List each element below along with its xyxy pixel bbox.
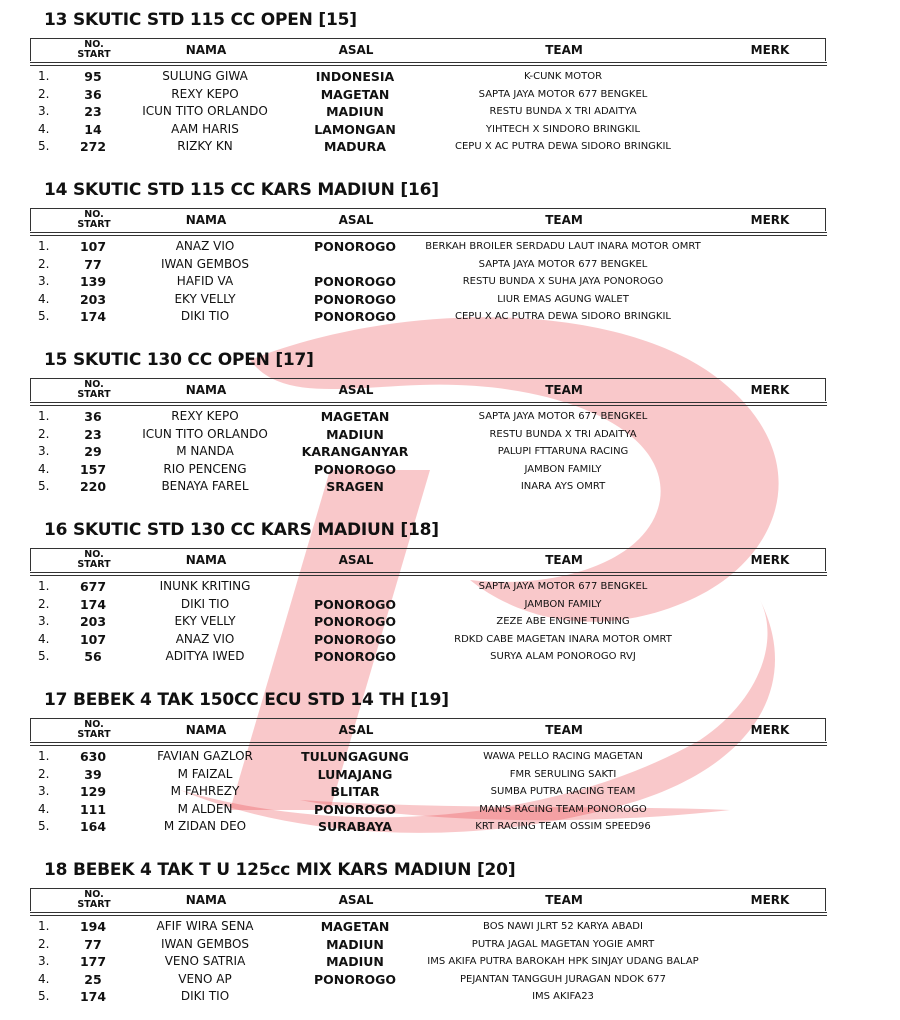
team-name: RESTU BUNDA X TRI ADAITYA — [489, 106, 637, 118]
rider-name: VENO AP — [178, 971, 232, 986]
start-number: 95 — [84, 69, 102, 84]
table-row — [0, 648, 900, 665]
header-nama: NAMA — [185, 553, 227, 567]
class-title: 18 BEBEK 4 TAK T U 125cc MIX KARS MADIUN [20] — [44, 860, 516, 880]
class-title: 13 SKUTIC STD 115 CC OPEN [15] — [44, 10, 357, 30]
table-row — [0, 238, 900, 255]
team-name: FMR SERULING SAKTI — [509, 768, 617, 780]
row-number: 3. — [38, 614, 50, 629]
rider-name: ANAZ VIO — [175, 631, 235, 646]
team-name: SAPTA JAYA MOTOR 677 BENGKEL — [478, 581, 648, 592]
start-number: 77 — [84, 256, 102, 272]
rider-name: DIKI TIO — [180, 989, 230, 1004]
rider-name: M ALDEN — [177, 801, 233, 816]
rider-name: AAM HARIS — [171, 121, 239, 136]
team-name: RDKD CABE MAGETAN INARA MOTOR OMRT — [454, 633, 672, 645]
header-no: NO. — [84, 889, 104, 900]
header-no-start — [69, 549, 119, 571]
table-row — [0, 801, 900, 818]
row-number: 4. — [38, 461, 50, 476]
table-row — [0, 443, 900, 460]
rider-name: ICUN TITO ORLANDO — [142, 104, 268, 119]
header-no-start — [69, 39, 119, 61]
row-number: 1. — [38, 69, 50, 83]
start-number: 272 — [79, 139, 107, 155]
team-name: YIHTECH X SINDORO BRINGKIL — [485, 123, 641, 135]
origin: BLITAR — [330, 784, 380, 800]
row-number: 3. — [38, 954, 50, 969]
race-class-section — [0, 0, 900, 170]
header-no: NO. — [84, 549, 104, 560]
header-team: TEAM — [545, 723, 583, 737]
start-number: 677 — [79, 579, 107, 594]
origin: LAMONGAN — [314, 121, 396, 137]
table-header — [30, 378, 826, 401]
rider-name: ADITYA IWED — [165, 649, 245, 664]
team-name: BERKAH BROILER SERDADU LAUT INARA MOTOR OMRT — [425, 241, 701, 252]
table-row — [0, 291, 900, 308]
start-number: 174 — [79, 309, 107, 325]
row-number: 4. — [38, 971, 50, 986]
row-number: 5. — [38, 989, 50, 1004]
start-number: 25 — [84, 971, 102, 987]
start-number: 29 — [84, 444, 102, 460]
origin: PONOROGO — [313, 614, 397, 630]
row-number: 4. — [38, 801, 50, 816]
row-number: 1. — [38, 919, 50, 933]
header-nama: NAMA — [185, 43, 227, 57]
row-number: 4. — [38, 121, 50, 136]
origin: PONOROGO — [313, 596, 397, 612]
rider-name: DIKI TIO — [180, 596, 230, 611]
table-row — [0, 988, 900, 1005]
origin: MADURA — [324, 139, 386, 155]
origin: MAGETAN — [320, 919, 390, 934]
table-row — [0, 461, 900, 478]
origin: MAGETAN — [320, 409, 390, 424]
origin: PONOROGO — [313, 971, 397, 987]
class-title: 15 SKUTIC 130 CC OPEN [17] — [44, 350, 314, 370]
rider-name: DIKI TIO — [180, 309, 230, 324]
rider-name: M FAIZAL — [177, 766, 233, 781]
start-number: 77 — [84, 936, 102, 952]
header-asal: ASAL — [338, 213, 374, 227]
team-name: K-CUNK MOTOR — [523, 71, 603, 82]
table-row — [0, 971, 900, 988]
origin: PONOROGO — [313, 801, 397, 817]
header-asal: ASAL — [338, 43, 374, 57]
rider-name: RIO PENCENG — [163, 461, 247, 476]
header-no: NO. — [84, 379, 104, 390]
row-number: 2. — [38, 256, 50, 271]
row-number: 4. — [38, 631, 50, 646]
team-name: MAN'S RACING TEAM PONOROGO — [479, 803, 647, 815]
origin: MAGETAN — [320, 86, 390, 102]
header-start: START — [77, 729, 111, 740]
origin: MADIUN — [326, 104, 384, 120]
team-name: SURYA ALAM PONOROGO RVJ — [490, 651, 636, 663]
start-number: 107 — [79, 631, 107, 647]
start-number: 23 — [84, 426, 102, 442]
race-class-section — [0, 850, 900, 1020]
origin: INDONESIA — [315, 69, 395, 84]
header-team: TEAM — [545, 893, 583, 907]
origin: PONOROGO — [313, 649, 397, 665]
header-no-start — [69, 379, 119, 401]
table-row — [0, 936, 900, 953]
table-row — [0, 613, 900, 630]
header-team: TEAM — [545, 43, 583, 57]
origin: MADIUN — [326, 426, 384, 442]
row-number: 2. — [38, 86, 50, 101]
origin: SURABAYA — [318, 819, 392, 835]
start-number: 203 — [79, 291, 107, 307]
team-name: SAPTA JAYA MOTOR 677 BENGKEL — [478, 258, 648, 270]
start-number: 194 — [79, 919, 107, 934]
header-no: NO. — [84, 209, 104, 220]
table-row — [0, 103, 900, 120]
row-number: 5. — [38, 309, 50, 324]
rider-name: REXY KEPO — [171, 86, 239, 101]
team-name: RESTU BUNDA X TRI ADAITYA — [489, 428, 637, 440]
table-row — [0, 138, 900, 155]
start-number: 111 — [79, 801, 107, 817]
row-number: 3. — [38, 784, 50, 799]
origin: MADIUN — [326, 954, 384, 970]
header-merk: MERK — [750, 553, 790, 567]
start-number: 630 — [79, 749, 107, 764]
table-row — [0, 596, 900, 613]
row-number: 5. — [38, 479, 50, 494]
table-header — [30, 548, 826, 571]
origin: PONOROGO — [313, 309, 397, 325]
row-number: 1. — [38, 579, 50, 593]
header-no-start — [69, 209, 119, 231]
table-header — [30, 718, 826, 741]
start-number: 39 — [84, 766, 102, 782]
header-start: START — [77, 559, 111, 570]
row-number: 1. — [38, 409, 50, 423]
start-number: 36 — [84, 409, 102, 424]
header-team: TEAM — [545, 553, 583, 567]
table-header — [30, 888, 826, 911]
rider-name: VENO SATRIA — [164, 954, 246, 969]
table-row — [0, 256, 900, 273]
header-asal: ASAL — [338, 723, 374, 737]
rider-name: M ZIDAN DEO — [163, 819, 247, 834]
header-no-start — [69, 719, 119, 741]
table-row — [0, 273, 900, 290]
start-number: 177 — [79, 954, 107, 970]
start-number: 107 — [79, 239, 107, 254]
rider-name: EKY VELLY — [174, 614, 236, 629]
team-name: IMS AKIFA23 — [532, 991, 594, 1003]
team-name: WAWA PELLO RACING MAGETAN — [483, 751, 643, 762]
start-number: 203 — [79, 614, 107, 630]
table-row — [0, 953, 900, 970]
header-team: TEAM — [545, 213, 583, 227]
team-name: BOS NAWI JLRT 52 KARYA ABADI — [483, 921, 643, 932]
start-number: 129 — [79, 784, 107, 800]
start-number: 174 — [79, 596, 107, 612]
rider-name: IWAN GEMBOS — [160, 936, 250, 951]
header-merk: MERK — [750, 43, 790, 57]
team-name: JAMBON FAMILY — [524, 463, 602, 475]
team-name: SUMBA PUTRA RACING TEAM — [490, 786, 636, 798]
race-class-section — [0, 680, 900, 850]
table-header — [30, 208, 826, 231]
header-no: NO. — [84, 719, 104, 730]
origin: PONOROGO — [313, 631, 397, 647]
row-number: 1. — [38, 239, 50, 253]
header-asal: ASAL — [338, 893, 374, 907]
header-team: TEAM — [545, 383, 583, 397]
origin: SRAGEN — [326, 479, 384, 495]
origin: PONOROGO — [313, 461, 397, 477]
team-name: SAPTA JAYA MOTOR 677 BENGKEL — [478, 88, 648, 100]
row-number: 5. — [38, 139, 50, 154]
header-start: START — [77, 899, 111, 910]
rider-name: EKY VELLY — [174, 291, 236, 306]
header-merk: MERK — [750, 383, 790, 397]
table-row — [0, 918, 900, 935]
origin: PONOROGO — [313, 239, 397, 254]
team-name: CEPU X AC PUTRA DEWA SIDORO BRINGKIL — [454, 141, 672, 153]
rider-name: M NANDA — [176, 444, 234, 459]
header-no-start — [69, 889, 119, 911]
origin: PONOROGO — [313, 274, 397, 290]
team-name: CEPU X AC PUTRA DEWA SIDORO BRINGKIL — [454, 311, 672, 323]
origin: TULUNGAGUNG — [301, 749, 409, 764]
start-number: 174 — [79, 989, 107, 1005]
table-row — [0, 631, 900, 648]
class-title: 14 SKUTIC STD 115 CC KARS MADIUN [16] — [44, 180, 439, 200]
row-number: 2. — [38, 766, 50, 781]
rider-name: HAFID VA — [176, 274, 234, 289]
origin: LUMAJANG — [317, 766, 393, 782]
row-number: 3. — [38, 104, 50, 119]
team-name: KRT RACING TEAM OSSIM SPEED96 — [475, 821, 651, 833]
row-number: 5. — [38, 649, 50, 664]
team-name: RESTU BUNDA X SUHA JAYA PONOROGO — [462, 276, 664, 288]
row-number: 4. — [38, 291, 50, 306]
table-row — [0, 86, 900, 103]
row-number: 1. — [38, 749, 50, 763]
origin: KARANGANYAR — [301, 444, 409, 460]
team-name: IMS AKIFA PUTRA BAROKAH HPK SINJAY UDANG BALAP — [427, 956, 699, 968]
rider-name: FAVIAN GAZLOR — [157, 749, 253, 763]
header-start: START — [77, 219, 111, 230]
team-name: PUTRA JAGAL MAGETAN YOGIE AMRT — [471, 938, 655, 950]
table-row — [0, 766, 900, 783]
start-number: 23 — [84, 104, 102, 120]
rider-name: ANAZ VIO — [175, 239, 235, 253]
team-name: ZEZE ABE ENGINE TUNING — [496, 616, 630, 628]
race-class-section — [0, 340, 900, 510]
header-merk: MERK — [750, 893, 790, 907]
header-nama: NAMA — [185, 213, 227, 227]
header-merk: MERK — [750, 213, 790, 227]
rider-name: INUNK KRITING — [159, 579, 251, 593]
rider-name: ICUN TITO ORLANDO — [142, 426, 268, 441]
class-title: 17 BEBEK 4 TAK 150CC ECU STD 14 TH [19] — [44, 690, 449, 710]
start-number: 36 — [84, 86, 102, 102]
row-number: 2. — [38, 596, 50, 611]
team-name: INARA AYS OMRT — [520, 481, 606, 493]
team-name: PALUPI FTTARUNA RACING — [497, 446, 629, 458]
header-nama: NAMA — [185, 893, 227, 907]
rider-name: REXY KEPO — [171, 409, 239, 423]
start-number: 220 — [79, 479, 107, 495]
rider-name: AFIF WIRA SENA — [156, 919, 254, 933]
start-number: 164 — [79, 819, 107, 835]
row-number: 3. — [38, 444, 50, 459]
team-name: PEJANTAN TANGGUH JURAGAN NDOK 677 — [459, 973, 667, 985]
table-row — [0, 748, 900, 765]
table-row — [0, 478, 900, 495]
header-start: START — [77, 389, 111, 400]
table-row — [0, 308, 900, 325]
team-name: JAMBON FAMILY — [524, 598, 602, 610]
start-number: 14 — [84, 121, 102, 137]
start-number: 56 — [84, 649, 102, 665]
header-nama: NAMA — [185, 723, 227, 737]
class-title: 16 SKUTIC STD 130 CC KARS MADIUN [18] — [44, 520, 439, 540]
race-class-section — [0, 170, 900, 340]
row-number: 3. — [38, 274, 50, 289]
table-row — [0, 121, 900, 138]
table-row — [0, 578, 900, 595]
start-number: 139 — [79, 274, 107, 290]
row-number: 2. — [38, 426, 50, 441]
table-row — [0, 68, 900, 85]
team-name: LIUR EMAS AGUNG WALET — [497, 293, 629, 305]
row-number: 2. — [38, 936, 50, 951]
header-merk: MERK — [750, 723, 790, 737]
race-class-section — [0, 510, 900, 680]
rider-name: BENAYA FAREL — [161, 479, 249, 494]
header-no: NO. — [84, 39, 104, 50]
rider-name: SULUNG GIWA — [162, 69, 248, 83]
team-name: SAPTA JAYA MOTOR 677 BENGKEL — [478, 411, 648, 422]
header-asal: ASAL — [338, 553, 374, 567]
table-row — [0, 426, 900, 443]
table-row — [0, 408, 900, 425]
header-start: START — [77, 49, 111, 60]
origin: MADIUN — [326, 936, 384, 952]
row-number: 5. — [38, 819, 50, 834]
rider-name: RIZKY KN — [177, 139, 233, 154]
table-header — [30, 38, 826, 61]
origin: PONOROGO — [313, 291, 397, 307]
rider-name: M FAHREZY — [170, 784, 240, 799]
header-nama: NAMA — [185, 383, 227, 397]
table-row — [0, 818, 900, 835]
header-asal: ASAL — [338, 383, 374, 397]
start-number: 157 — [79, 461, 107, 477]
rider-name: IWAN GEMBOS — [160, 256, 250, 271]
table-row — [0, 783, 900, 800]
